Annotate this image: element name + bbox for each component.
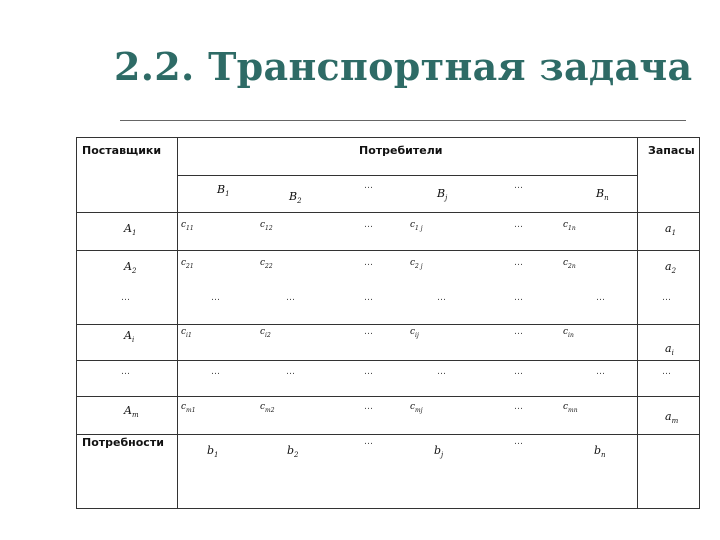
cost-cell [563, 221, 576, 230]
stock-value-base: a [665, 222, 672, 235]
demand-value-subscript: 1 [214, 451, 219, 459]
supplier-label [124, 222, 137, 237]
cost-cell-base: c [410, 327, 416, 337]
cost-cell [410, 328, 419, 337]
consumer-col-header: … [364, 181, 374, 191]
ellipsis-row-cell: … [211, 367, 221, 377]
cost-cell [260, 328, 271, 337]
cost-cell-subscript: m2 [265, 407, 275, 414]
demand-value: … [364, 437, 374, 447]
supplier-label [124, 404, 139, 419]
cost-cell: … [364, 402, 374, 412]
demand-value [594, 444, 606, 459]
cost-cell-subscript: mj [415, 407, 423, 414]
demand-value-base: b [434, 444, 442, 457]
supplier-label-subscript: m [131, 411, 139, 419]
demand-value-subscript: n [601, 451, 606, 459]
cost-cell: … [514, 327, 524, 337]
cost-cell-subscript: i2 [265, 332, 271, 339]
ellipsis-row-cell: … [596, 293, 606, 303]
consumer-col-header [289, 190, 302, 205]
grid-line [77, 396, 699, 397]
stock-value [665, 260, 677, 275]
cost-cell: … [364, 220, 374, 230]
cost-cell-subscript: in [568, 332, 574, 339]
cost-cell-base: c [181, 327, 187, 337]
demand-value-subscript: 2 [294, 451, 299, 459]
stock-value-subscript: 2 [671, 267, 677, 275]
cost-cell: … [514, 402, 524, 412]
cost-cell: … [364, 327, 374, 337]
supplier-label-subscript: 2 [131, 267, 137, 275]
cost-cell-subscript: 11 [186, 225, 194, 232]
grid-line [177, 175, 637, 176]
grid-line [77, 360, 699, 361]
slide-title: 2.2. Транспортная задача [114, 44, 693, 89]
stock-value-base: a [665, 410, 672, 423]
ellipsis-row-cell: … [514, 293, 524, 303]
ellipsis-row-cell: … [662, 293, 672, 303]
cost-cell [260, 221, 273, 230]
cost-cell-base: c [260, 402, 266, 412]
consumer-col-header [217, 183, 230, 198]
stock-value-subscript: m [671, 417, 679, 425]
consumer-col-header-subscript: j [445, 194, 448, 202]
cost-cell-base: c [260, 220, 266, 230]
consumer-col-header-base: B [217, 183, 226, 196]
cost-cell [410, 259, 423, 268]
cost-cell [260, 403, 275, 412]
cost-cell-base: c [181, 258, 187, 268]
demand-value-base: b [594, 444, 602, 457]
cost-cell [181, 259, 194, 268]
consumer-col-header [596, 187, 609, 202]
cost-cell-subscript: 21 [186, 263, 194, 270]
demand-value-base: b [207, 444, 215, 457]
cost-cell-subscript: mn [568, 407, 578, 414]
consumer-col-header [437, 187, 448, 202]
cost-cell [260, 259, 273, 268]
consumer-col-header: … [514, 181, 524, 191]
supplier-label-subscript: 1 [131, 229, 137, 237]
suppliers-header: Поставщики [82, 144, 162, 157]
cost-cell [563, 328, 574, 337]
stock-value-base: a [665, 260, 672, 273]
cost-cell [181, 221, 194, 230]
ellipsis-row-cell: … [364, 367, 374, 377]
ellipsis-row-cell: … [286, 293, 296, 303]
grid-line [177, 138, 178, 508]
stock-value [665, 222, 677, 237]
grid-line [77, 434, 699, 435]
cost-cell [410, 403, 423, 412]
cost-cell-base: c [181, 220, 187, 230]
title-underline [120, 120, 686, 121]
cost-cell-base: c [410, 220, 416, 230]
consumer-col-header-base: B [437, 187, 446, 200]
stock-value [665, 410, 679, 425]
supplier-label-subscript: i [131, 336, 135, 344]
demand-value [207, 444, 219, 459]
stocks-header: Запасы [648, 144, 695, 157]
demand-value-base: b [287, 444, 295, 457]
demand-label: Потребности [82, 436, 164, 449]
stock-value-base: a [665, 342, 672, 355]
ellipsis-row-cell: … [121, 367, 131, 377]
supplier-label-base: A [124, 260, 132, 273]
cost-cell-base: c [260, 327, 266, 337]
cost-cell-subscript: 22 [265, 263, 273, 270]
demand-value [287, 444, 299, 459]
cost-cell-base: c [410, 402, 416, 412]
consumer-col-header-subscript: 2 [297, 197, 302, 205]
supplier-label [124, 260, 137, 275]
ellipsis-row-cell: … [437, 293, 447, 303]
transport-table [76, 137, 700, 509]
ellipsis-row-cell: … [514, 367, 524, 377]
cost-cell [181, 328, 192, 337]
cost-cell-subscript: 1n [568, 225, 576, 232]
ellipsis-row-cell: … [437, 367, 447, 377]
supplier-label-base: A [124, 404, 132, 417]
cost-cell-subscript: ij [415, 332, 419, 339]
demand-value-subscript: j [441, 451, 444, 459]
cost-cell-subscript: 2n [568, 263, 576, 270]
ellipsis-row-cell: … [121, 293, 131, 303]
cost-cell-base: c [181, 402, 187, 412]
consumer-col-header-base: B [289, 190, 298, 203]
consumer-col-header-subscript: n [604, 194, 609, 202]
grid-line [77, 212, 699, 213]
cost-cell: … [514, 220, 524, 230]
cost-cell-base: c [260, 258, 266, 268]
consumer-col-header-base: B [596, 187, 605, 200]
ellipsis-row-cell: … [364, 293, 374, 303]
ellipsis-row-cell: … [286, 367, 296, 377]
cost-cell-base: c [410, 258, 416, 268]
cost-cell [410, 221, 423, 230]
ellipsis-row-cell: … [211, 293, 221, 303]
consumers-header: Потребители [359, 144, 443, 157]
stock-value-subscript: 1 [671, 229, 677, 237]
cost-cell-base: c [563, 402, 569, 412]
cost-cell-base: c [563, 327, 569, 337]
grid-line [637, 138, 638, 508]
cost-cell-subscript: 1 j [415, 225, 423, 232]
cost-cell [563, 403, 578, 412]
demand-value [434, 444, 444, 459]
cost-cell-subscript: m1 [186, 407, 196, 414]
cost-cell-subscript: 12 [265, 225, 273, 232]
ellipsis-row-cell: … [596, 367, 606, 377]
cost-cell-base: c [563, 220, 569, 230]
cost-cell: … [514, 258, 524, 268]
supplier-label-base: A [124, 222, 132, 235]
stock-value-subscript: i [671, 349, 674, 357]
consumer-col-header-subscript: 1 [225, 190, 230, 198]
supplier-label [124, 329, 135, 344]
grid-line [77, 250, 699, 251]
cost-cell-subscript: i1 [186, 332, 192, 339]
cost-cell-subscript: 2 j [415, 263, 423, 270]
ellipsis-row-cell: … [662, 367, 672, 377]
supplier-label-base: A [124, 329, 132, 342]
demand-value: … [514, 437, 524, 447]
cost-cell: … [364, 258, 374, 268]
cost-cell [563, 259, 576, 268]
grid-line [77, 324, 699, 325]
cost-cell [181, 403, 196, 412]
cost-cell-base: c [563, 258, 569, 268]
stock-value [665, 342, 674, 357]
